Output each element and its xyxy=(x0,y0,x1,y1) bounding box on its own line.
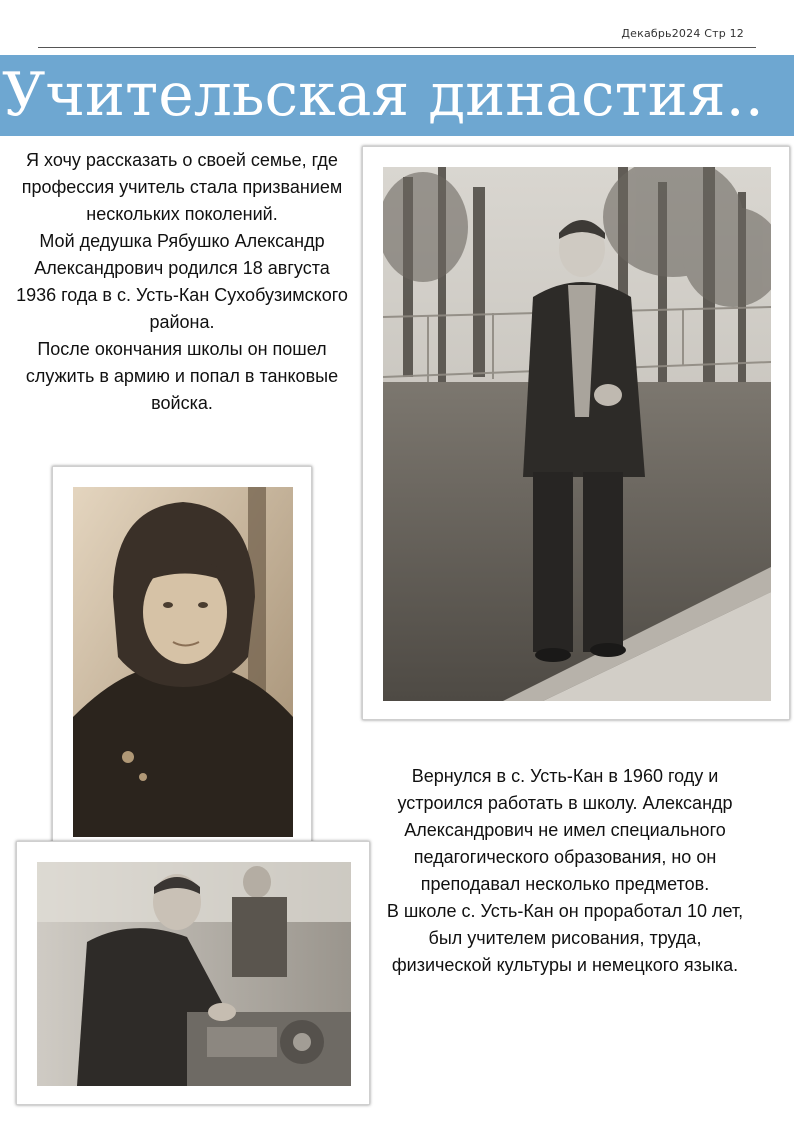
page-title: Учительская династия.. xyxy=(2,60,764,130)
later-paragraph: Вернулся в с. Усть-Кан в 1960 году и устроился работать в школу. Александр Александрович не имел специального педагогического образования, но он преподавал несколько предметов. xyxy=(397,766,733,894)
later-text xyxy=(385,763,745,979)
portrait-photo-image xyxy=(383,167,771,701)
later-paragraph: В школе с. Усть-Кан он проработал 10 лет, был учителем рисования, труда, физической культуры и немецкого языка. xyxy=(386,901,744,975)
intro-text xyxy=(12,147,352,417)
portrait-photo xyxy=(362,146,790,720)
header-meta: Декабрь2024 Стр 12 xyxy=(621,27,744,40)
intro-paragraph: Мой дедушка Рябушко Александр Александрович родился 18 августа 1936 года в с. Усть-Кан Сухобузимского района. xyxy=(16,231,348,332)
header-rule xyxy=(38,47,756,48)
tank-crew-photo-image xyxy=(73,487,293,837)
intro-paragraph: Я хочу рассказать о своей семье, где профессия учитель стала призванием нескольких поколений. xyxy=(21,150,343,224)
workshop-photo xyxy=(16,841,370,1105)
tank-crew-photo xyxy=(52,466,312,846)
intro-paragraph: После окончания школы он пошел служить в армию и попал в танковые войска. xyxy=(25,339,339,413)
workshop-photo-image xyxy=(37,862,351,1086)
